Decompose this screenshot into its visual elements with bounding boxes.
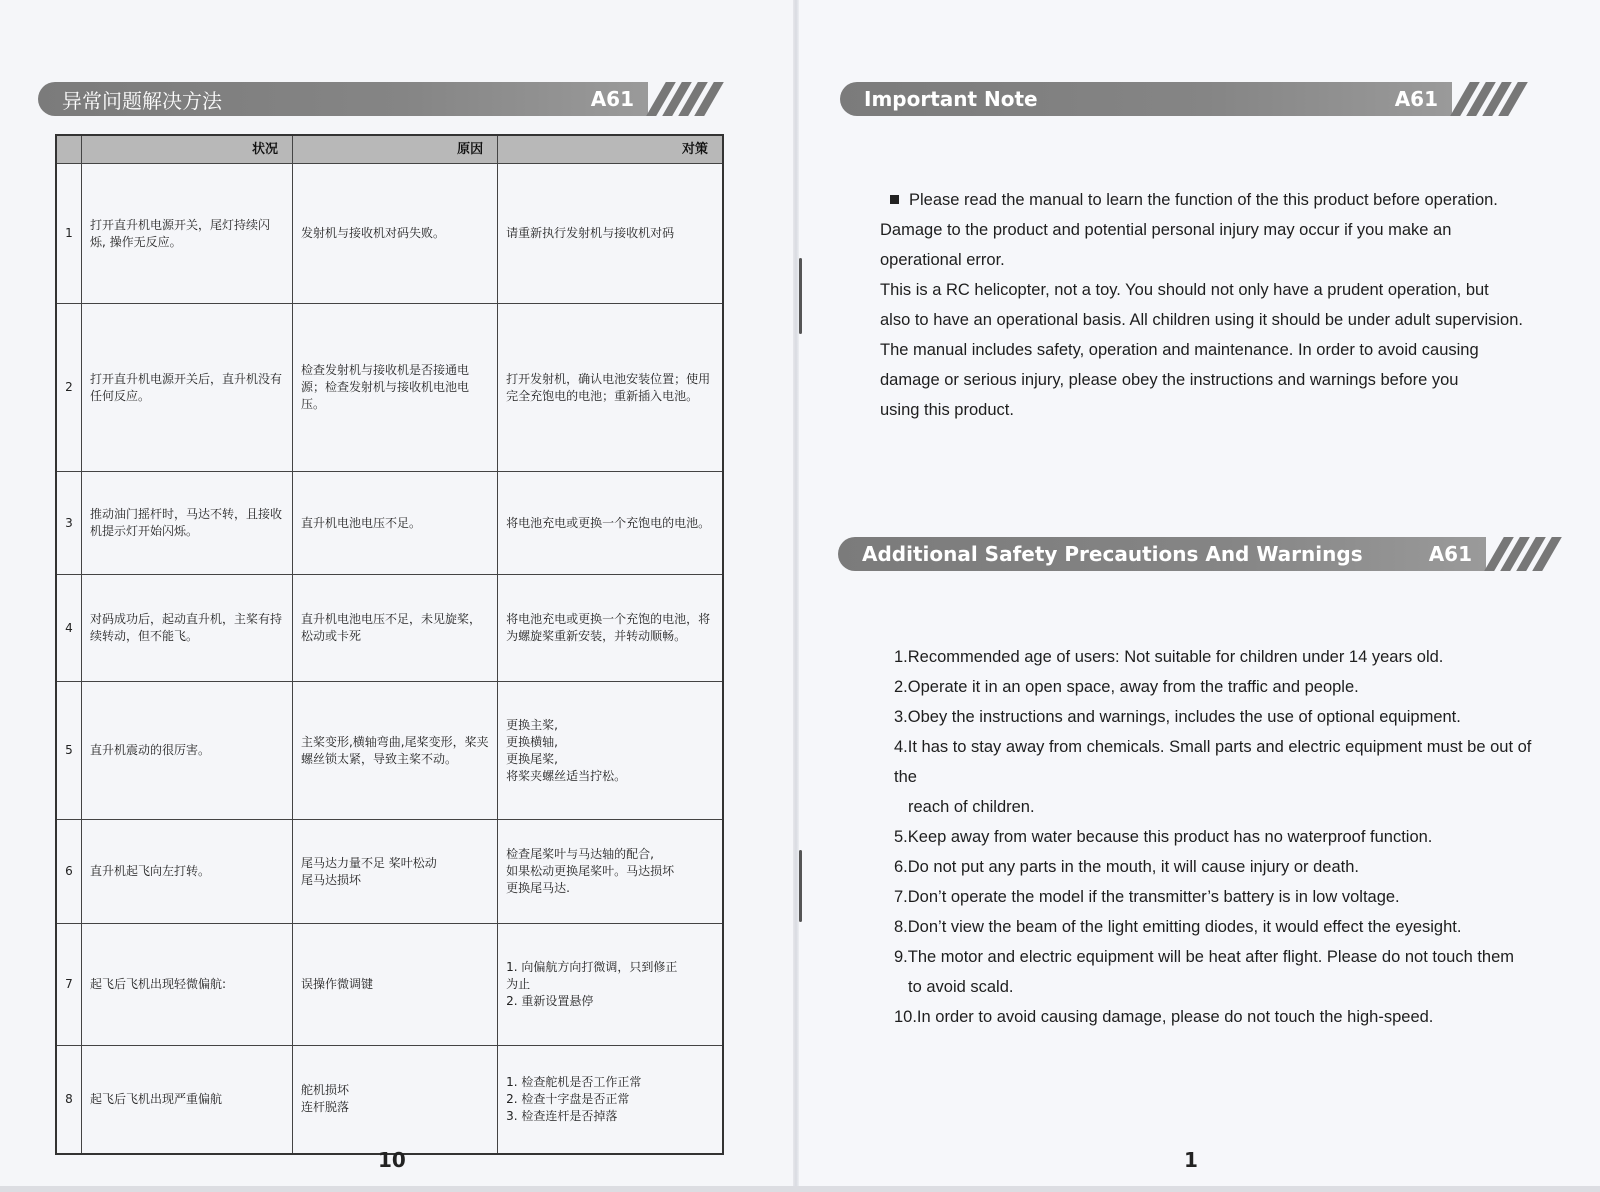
banner-model: A61 (590, 87, 634, 111)
left-page-number: 10 (378, 1148, 406, 1172)
banner-stripes-icon (1460, 82, 1524, 116)
row-number: 7 (56, 924, 81, 1046)
row-fix: 将电池充电或更换一个充饱的电池，将为螺旋桨重新安装，并转动顺畅。 (498, 575, 723, 682)
list-item: 1.Recommended age of users: Not suitable for children under 14 years old. (894, 648, 1444, 666)
row-number: 1 (56, 164, 81, 304)
row-cause: 直升机电池电压不足。 (292, 472, 497, 575)
banner-model: A61 (1394, 87, 1438, 111)
important-note-banner (840, 82, 1452, 116)
note-line: The manual includes safety, operation and maintenance. In order to avoid causing (880, 341, 1479, 359)
table-row (56, 1046, 723, 1154)
row-condition: 直升机震动的很厉害。 (81, 682, 292, 820)
list-item: 10.In order to avoid causing damage, please do not touch the high-speed. (894, 1008, 1434, 1026)
list-item: 6.Do not put any parts in the mouth, it will cause injury or death. (894, 858, 1359, 876)
row-fix: 将电池充电或更换一个充饱电的电池。 (498, 472, 723, 575)
row-fix: 检查尾桨叶与马达轴的配合, 如果松动更换尾桨叶。马达损坏 更换尾马达. (498, 820, 723, 924)
row-condition: 打开直升机电源开关，尾灯持续闪烁, 操作无反应。 (81, 164, 292, 304)
row-cause: 尾马达力量不足 桨叶松动 尾马达损坏 (292, 820, 497, 924)
row-condition: 打开直升机电源开关后，直升机没有任何反应。 (81, 304, 292, 472)
table-row (56, 924, 723, 1046)
banner-stripes-icon (656, 82, 720, 116)
note-line: Damage to the product and potential personal injury may occur if you make an (880, 221, 1452, 239)
list-item: 8.Don’t view the beam of the light emitting diodes, it would effect the eyesight. (894, 918, 1462, 936)
table-header-row (56, 135, 723, 164)
staple-bottom (799, 850, 802, 922)
safety-precautions-banner (838, 537, 1486, 571)
table-row (56, 575, 723, 682)
list-item: 4.It has to stay away from chemicals. Small parts and electric equipment must be out of the (894, 738, 1532, 786)
table-row (56, 682, 723, 820)
row-condition: 直升机起飞向左打转。 (81, 820, 292, 924)
list-item: 7.Don’t operate the model if the transmitter’s battery is in low voltage. (894, 888, 1400, 906)
row-number: 2 (56, 304, 81, 472)
list-item-continuation: to avoid scald. (908, 978, 1014, 996)
important-note-text (880, 185, 1540, 425)
note-line: using this product. (880, 401, 1014, 419)
note-line: Please read the manual to learn the function of the this product before operation. (880, 185, 1540, 215)
list-item: 3.Obey the instructions and warnings, includes the use of optional equipment. (894, 708, 1461, 726)
staple-top (799, 258, 802, 334)
safety-precautions-list (880, 642, 1546, 1032)
banner-model: A61 (1428, 542, 1472, 566)
table-header-number (56, 135, 81, 164)
row-fix: 1. 向偏航方向打微调，只到修正 为止 2. 重新设置悬停 (498, 924, 723, 1046)
row-fix: 请重新执行发射机与接收机对码 (498, 164, 723, 304)
note-line: operational error. (880, 251, 1005, 269)
row-cause: 主桨变形,横轴弯曲,尾桨变形，桨夹螺丝锁太紧，导致主桨不动。 (292, 682, 497, 820)
row-fix: 打开发射机，确认电池安装位置；使用完全充饱电的电池；重新插入电池。 (498, 304, 723, 472)
row-cause: 舵机损坏 连杆脱落 (292, 1046, 497, 1154)
row-number: 6 (56, 820, 81, 924)
note-line: damage or serious injury, please obey the instructions and warnings before you (880, 371, 1459, 389)
row-condition: 对码成功后，起动直升机，主桨有持续转动，但不能飞。 (81, 575, 292, 682)
note-line: also to have an operational basis. All children using it should be under adult supervision. (880, 311, 1523, 329)
row-condition: 起飞后飞机出现严重偏航 (81, 1046, 292, 1154)
row-fix: 1. 检查舵机是否工作正常 2. 检查十字盘是否正常 3. 检查连杆是否掉落 (498, 1046, 723, 1154)
row-condition: 起飞后飞机出现轻微偏航: (81, 924, 292, 1046)
banner-stripes-icon (1494, 537, 1558, 571)
list-item: 9.The motor and electric equipment will be heat after flight. Please do not touch them (894, 948, 1515, 966)
booklet-spine (793, 0, 799, 1192)
row-number: 3 (56, 472, 81, 575)
table-row (56, 472, 723, 575)
troubleshooting-banner (38, 82, 648, 116)
note-line: This is a RC helicopter, not a toy. You should not only have a prudent operation, but (880, 281, 1489, 299)
row-number: 8 (56, 1046, 81, 1154)
square-bullet-icon (890, 195, 899, 204)
row-fix: 更换主桨, 更换横轴, 更换尾桨, 将桨夹螺丝适当拧松。 (498, 682, 723, 820)
row-cause: 发射机与接收机对码失败。 (292, 164, 497, 304)
list-item: 2.Operate it in an open space, away from the traffic and people. (894, 678, 1359, 696)
list-item: 5.Keep away from water because this product has no waterproof function. (894, 828, 1433, 846)
troubleshooting-table (55, 134, 724, 1155)
right-page-number: 1 (1184, 1148, 1198, 1172)
row-cause: 检查发射机与接收机是否接通电源；检查发射机与接收机电池电压。 (292, 304, 497, 472)
banner-title: Additional Safety Precautions And Warnings (862, 542, 1363, 566)
banner-title: Important Note (864, 87, 1038, 111)
table-row (56, 304, 723, 472)
row-condition: 推动油门摇杆时，马达不转，且接收机提示灯开始闪烁。 (81, 472, 292, 575)
table-row (56, 820, 723, 924)
row-cause: 直升机电池电压不足，未见旋桨，松动或卡死 (292, 575, 497, 682)
row-cause: 误操作微调键 (292, 924, 497, 1046)
list-item-continuation: reach of children. (908, 798, 1035, 816)
table-header-cause: 原因 (292, 135, 497, 164)
table-row (56, 164, 723, 304)
row-number: 4 (56, 575, 81, 682)
table-header-condition: 状况 (81, 135, 292, 164)
row-number: 5 (56, 682, 81, 820)
banner-title: 异常问题解决方法 (62, 88, 222, 113)
table-header-fix: 对策 (498, 135, 723, 164)
page-bottom-edge (0, 1186, 1600, 1192)
